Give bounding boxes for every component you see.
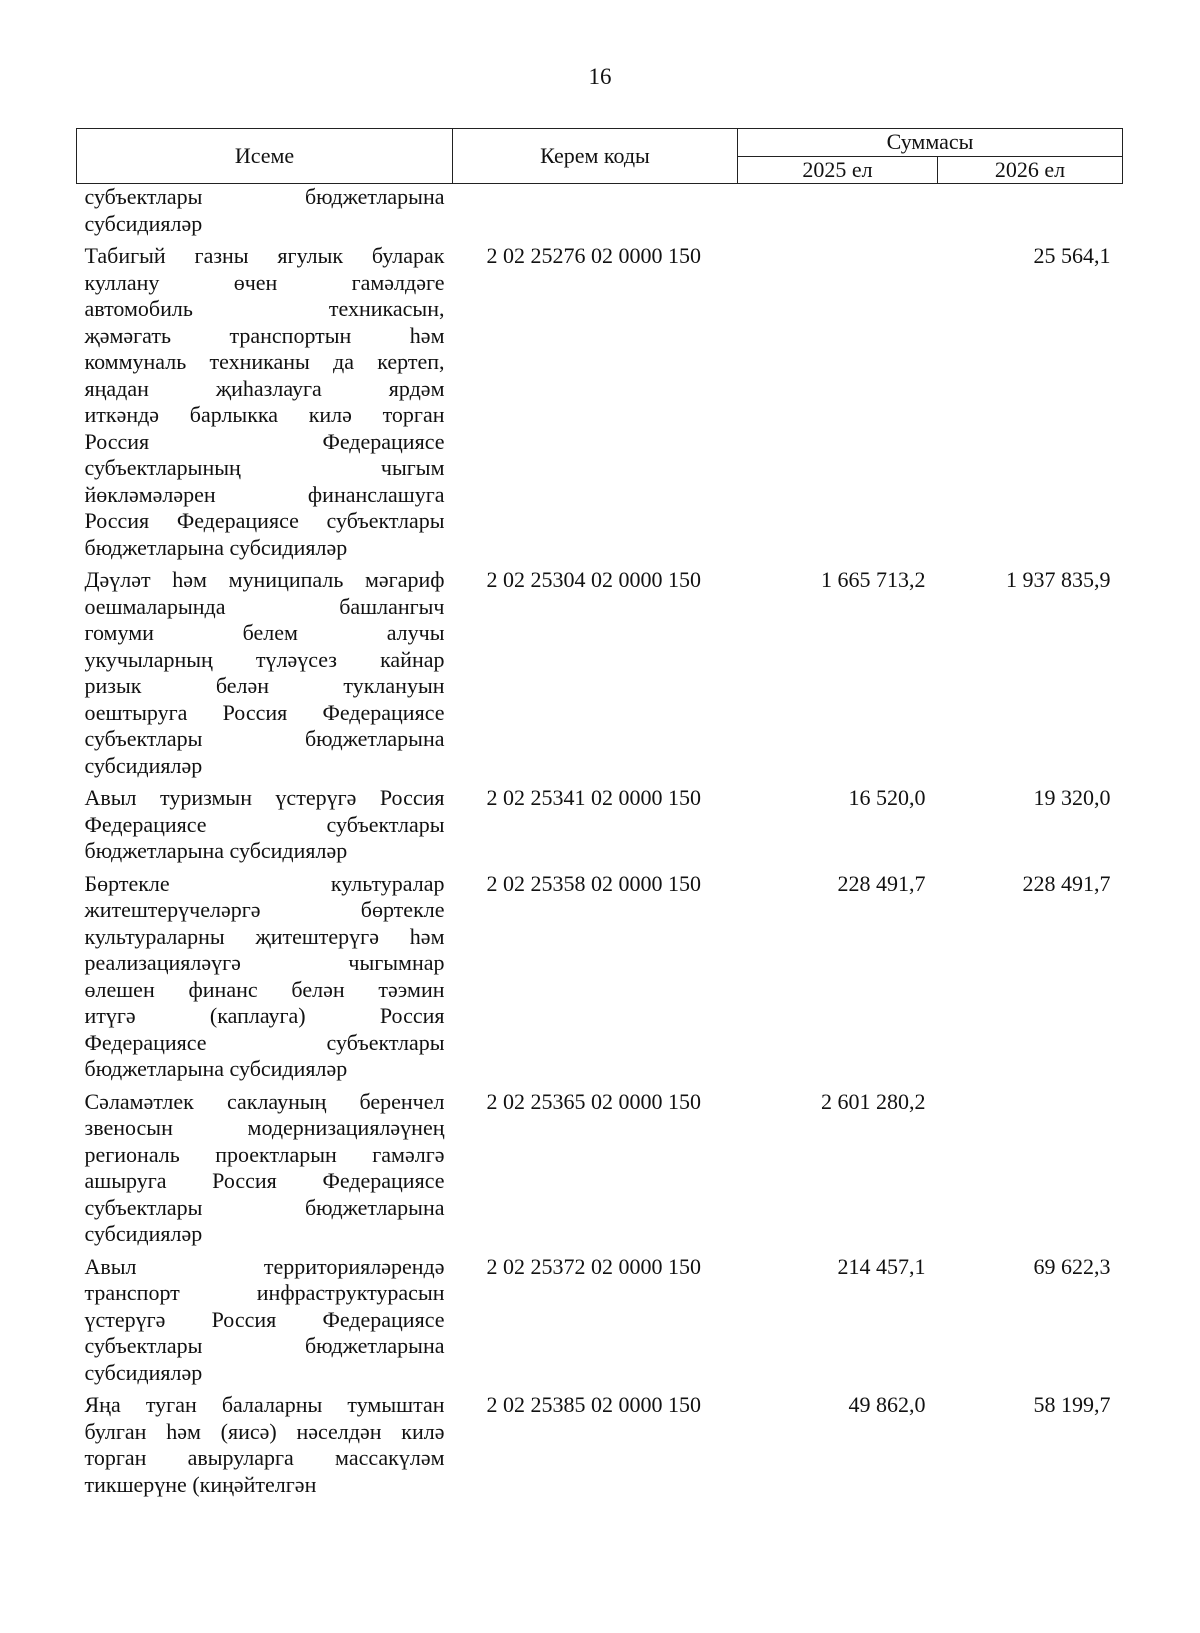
row-name-line: субъектлары бюджетларына <box>84 184 445 209</box>
row-name-line: субсидияләр <box>84 1221 203 1246</box>
row-name-line: бюджетларына субсидияләр <box>84 1056 348 1081</box>
row-name-line: куллану өчен гамәлдәге <box>84 269 445 295</box>
row-name-line: Россия Федерациясе <box>84 428 445 454</box>
row-name-line: субъектларының чыгым <box>84 455 445 480</box>
row-name <box>77 1392 453 1504</box>
row-amount-2025: 2 601 280,2 <box>821 1088 926 1114</box>
column-header-amounts: Суммасы <box>738 129 1123 157</box>
row-amount-2026: 228 491,7 <box>1022 870 1111 896</box>
table-row <box>77 1254 1123 1393</box>
row-code: 2 02 25358 02 0000 150 <box>486 870 701 896</box>
row-amount-2025 <box>738 243 938 567</box>
table-row <box>77 785 1123 871</box>
row-amount-2025: 214 457,1 <box>837 1253 926 1279</box>
row-name <box>77 567 453 785</box>
row-amount-2025: 228 491,7 <box>837 870 926 896</box>
row-name-line: культураларны җитештерүгә һәм <box>84 923 445 949</box>
row-name-line: Яңа туган балаларны тумыштан <box>84 1392 445 1417</box>
table-row <box>77 567 1123 785</box>
row-code <box>453 184 738 244</box>
row-code: 2 02 25372 02 0000 150 <box>486 1253 701 1279</box>
row-name-line: гомуми белем алучы <box>84 620 445 645</box>
row-amount-2025: 49 862,0 <box>848 1392 926 1417</box>
row-name-line: Федерациясе субъектлары <box>84 1029 445 1055</box>
row-name-line: итүгә (каплауга) Россия <box>84 1003 445 1028</box>
table-row <box>77 243 1123 567</box>
row-name <box>77 785 453 871</box>
row-name-line: яңадан җиһазлауга ярдәм <box>84 375 445 401</box>
budget-table <box>76 128 1123 1504</box>
column-header-year-2026: 2026 ел <box>938 156 1123 184</box>
row-name-line: үстерүгә Россия Федерациясе <box>84 1306 445 1332</box>
column-header-name: Исеме <box>77 129 453 184</box>
row-name-line: субъектлары бюджетларына <box>84 1194 445 1220</box>
row-name-line: житештерүчеләргә бөртекле <box>84 897 445 922</box>
row-name-line: оешмаларында башлангыч <box>84 593 445 619</box>
row-name-line: Бөртекле культуралар <box>84 870 445 896</box>
row-name-line: реализацияләүгә чыгымнар <box>84 950 445 975</box>
row-name-line: коммуналь техниканы да кертеп, <box>84 349 445 374</box>
row-name-line: автомобиль техникасын, <box>84 296 445 321</box>
row-code: 2 02 25304 02 0000 150 <box>486 567 701 592</box>
row-name-line: бюджетларына субсидияләр <box>84 838 348 863</box>
row-name-line: иткәндә барлыкка килә торган <box>84 402 445 427</box>
table-row <box>77 1392 1123 1504</box>
row-name-line: Дәүләт һәм муниципаль мәгариф <box>84 567 445 592</box>
row-name <box>77 871 453 1089</box>
row-code: 2 02 25341 02 0000 150 <box>486 785 701 810</box>
row-amount-2026: 25 564,1 <box>1033 243 1111 268</box>
row-amount-2026: 69 622,3 <box>1033 1253 1111 1279</box>
row-name-line: субъектлары бюджетларына <box>84 726 445 751</box>
table-row <box>77 184 1123 244</box>
row-name <box>77 1089 453 1254</box>
row-name-line: региональ проектларын гамәлгә <box>84 1141 445 1167</box>
row-name <box>77 1254 453 1393</box>
row-name-line: субсидияләр <box>84 752 203 778</box>
row-name-line: ризык белән туклануын <box>84 673 445 698</box>
table-header <box>77 129 1123 184</box>
row-amount-2026: 19 320,0 <box>1033 785 1111 810</box>
row-name-line: торган авыруларга массакүләм <box>84 1445 445 1470</box>
row-code: 2 02 25276 02 0000 150 <box>486 243 701 268</box>
table-row <box>77 871 1123 1089</box>
row-amount-2026: 58 199,7 <box>1033 1392 1111 1417</box>
row-name-line: Авыл территорияләрендә <box>84 1253 445 1279</box>
table-body <box>77 184 1123 1505</box>
row-name <box>77 184 453 244</box>
row-name <box>77 243 453 567</box>
row-name-line: тикшерүне (киңәйтелгән <box>84 1471 317 1497</box>
row-name-line: йөкләмәләрен финанслашуга <box>84 481 445 507</box>
row-name-line: Федерациясе субъектлары <box>84 811 445 837</box>
row-name-line: җәмәгать транспортын һәм <box>84 322 445 348</box>
row-name-line: субъектлары бюджетларына <box>84 1333 445 1358</box>
row-amount-2025 <box>738 184 938 244</box>
row-name-line: Сәламәтлек саклауның беренчел <box>84 1088 445 1114</box>
row-name-line: ашыруга Россия Федерациясе <box>84 1168 445 1193</box>
row-name-line: өлешен финанс белән тәэмин <box>84 976 445 1002</box>
row-code: 2 02 25385 02 0000 150 <box>486 1392 701 1417</box>
row-name-line: укучыларның түләүсез кайнар <box>84 646 445 672</box>
column-header-year-2025: 2025 ел <box>738 156 938 184</box>
row-name-line: транспорт инфраструктурасын <box>84 1280 445 1305</box>
row-name-line: звеносын модернизацияләүнең <box>84 1115 445 1140</box>
column-header-code: Керем коды <box>453 129 738 184</box>
row-amount-2025: 1 665 713,2 <box>821 567 926 592</box>
row-amount-2026 <box>938 1089 1123 1254</box>
row-name-line: оештыруга Россия Федерациясе <box>84 699 445 725</box>
row-name-line: субсидияләр <box>84 210 203 236</box>
row-amount-2026 <box>938 184 1123 244</box>
row-name-line: субсидияләр <box>84 1359 203 1385</box>
row-name-line: Авыл туризмын үстерүгә Россия <box>84 785 445 810</box>
row-name-line: Россия Федерациясе субъектлары <box>84 508 445 533</box>
row-code: 2 02 25365 02 0000 150 <box>486 1088 701 1114</box>
row-amount-2026: 1 937 835,9 <box>1006 567 1111 592</box>
table-row <box>77 1089 1123 1254</box>
row-name-line: Табигый газны ягулык буларак <box>84 243 445 268</box>
row-name-line: бюджетларына субсидияләр <box>84 534 348 560</box>
row-amount-2025: 16 520,0 <box>848 785 926 810</box>
row-name-line: булган һәм (яисә) нәселдән килә <box>84 1418 445 1444</box>
page-number: 16 <box>588 64 612 89</box>
